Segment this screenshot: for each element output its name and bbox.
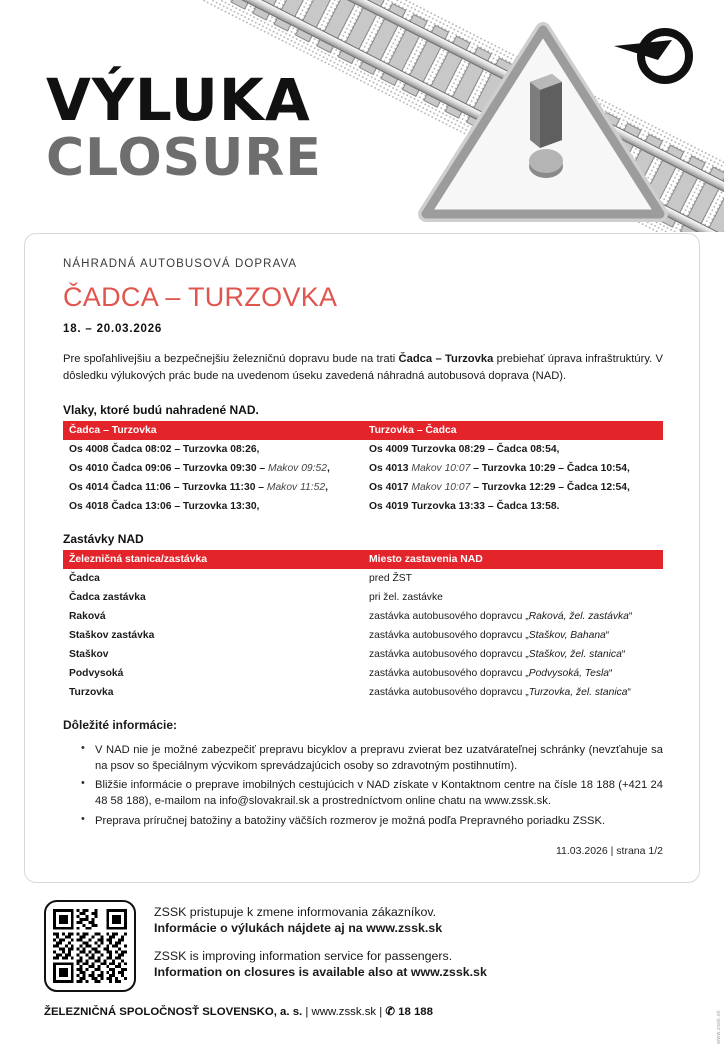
list-item: • Bližšie informácie o preprave imobilných cestujúcich v NAD získate v Kontaktnom centre na čísle 18 188 (+421 24 48 58 188), e-mailom na info@slovakrail.sk a prostredníctvom online chatu na www.zssk.sk. bbox=[81, 777, 663, 809]
stop-location-pre: zastávka autobusového dopravcu „ bbox=[369, 648, 529, 660]
side-note: www.zssk.sk bbox=[716, 1010, 722, 1044]
stop-location-quoted: Raková, žel. zastávka bbox=[528, 610, 629, 622]
stop-location bbox=[363, 683, 663, 702]
stop-location bbox=[363, 588, 663, 607]
hero-title-en: CLOSURE bbox=[46, 127, 322, 188]
trains-section-heading: Vlaky, ktoré budú nahradené NAD. bbox=[63, 402, 259, 417]
train-main-left: Os 4010 Čadca 09:06 – Turzovka 09:30 – bbox=[69, 462, 268, 474]
legal-website[interactable]: www.zssk.sk bbox=[311, 1006, 377, 1018]
train-main-left: Os 4008 Čadca 08:02 – Turzovka 08:26, bbox=[69, 443, 260, 455]
legal-phone: 18 188 bbox=[398, 1006, 433, 1018]
legal-sep-2: | bbox=[376, 1006, 386, 1018]
qr-code[interactable] bbox=[44, 900, 136, 992]
train-cell-left bbox=[63, 440, 363, 459]
stop-location-pre: zastávka autobusového dopravcu „ bbox=[369, 629, 529, 641]
stop-location bbox=[363, 664, 663, 683]
table-row bbox=[63, 440, 663, 459]
stop-station-name: Raková bbox=[69, 610, 106, 622]
stops-table-header-row bbox=[63, 550, 663, 569]
important-info-list bbox=[63, 742, 663, 829]
hero-title bbox=[46, 66, 322, 188]
train-reg-right: Makov 10:07 bbox=[411, 462, 471, 474]
date-range: 18. – 20.03.2026 bbox=[63, 323, 163, 335]
stop-location-pre: pred ŽST bbox=[369, 572, 412, 584]
stop-station-name: Staškov zastávka bbox=[69, 629, 155, 641]
stops-section-heading: Zastávky NAD bbox=[63, 531, 144, 546]
important-info-heading: Dôležité informácie: bbox=[63, 717, 178, 732]
train-tail-left: , bbox=[325, 481, 328, 493]
stop-station-name: Čadca bbox=[69, 572, 100, 584]
promo-text-block bbox=[154, 900, 487, 981]
trains-table-header-row bbox=[63, 421, 663, 440]
stop-location-quoted: Podvysoká, Tesla bbox=[528, 667, 610, 679]
stop-location-post: “ bbox=[621, 648, 626, 660]
train-reg-left: Makov 09:52 bbox=[268, 462, 327, 474]
stop-location-post: “ bbox=[628, 610, 633, 622]
table-row bbox=[63, 645, 663, 664]
bus-stops-table bbox=[63, 550, 663, 702]
stop-station-name: Podvysoká bbox=[69, 667, 124, 679]
intro-after: prebiehať úprava infraštruktúry. V dôsledku výlukových prác bude na uvedenom úseku zavedená náhradná autobusová doprava (NAD). bbox=[63, 353, 663, 382]
train-cell-left bbox=[63, 478, 363, 497]
table-row bbox=[63, 607, 663, 626]
stop-location-post: “ bbox=[627, 686, 631, 698]
stop-location-post: “ bbox=[605, 629, 610, 641]
train-main-right: Os 4009 Turzovka 08:29 – Čadca 08:54, bbox=[369, 443, 560, 455]
stop-location-pre: zastávka autobusového dopravcu „ bbox=[369, 610, 529, 622]
stop-station-name: Staškov bbox=[69, 648, 109, 660]
trains-header-direction-2: Turzovka – Čadca bbox=[363, 421, 663, 440]
train-main-left: Os 4014 Čadca 11:06 – Turzovka 11:30 – bbox=[69, 481, 267, 493]
table-row bbox=[63, 626, 663, 645]
train-cell-right bbox=[363, 497, 663, 516]
stops-table-body bbox=[63, 550, 663, 702]
train-cell-left bbox=[63, 459, 363, 478]
train-main-right: Os 4019 Turzovka 13:33 – Čadca 13:58. bbox=[369, 500, 560, 512]
stop-location-quoted: Staškov, Bahana bbox=[528, 629, 606, 641]
stop-location bbox=[363, 569, 663, 588]
legal-footer bbox=[44, 1004, 433, 1018]
promo-sk-line-2: Informácie o výlukách nájdete aj na www.zssk.sk bbox=[154, 921, 443, 936]
stop-location-pre: zastávka autobusového dopravcu „ bbox=[369, 686, 529, 698]
stop-station-name: Čadca zastávka bbox=[69, 591, 146, 603]
train-cell-right bbox=[363, 459, 663, 478]
stop-location bbox=[363, 645, 663, 664]
promo-en-line-2: Information on closures is available also at www.zssk.sk bbox=[154, 965, 487, 980]
replaced-trains-table bbox=[63, 421, 663, 516]
train-cell-right bbox=[363, 440, 663, 459]
page-meta: 11.03.2026 | strana 1/2 bbox=[555, 844, 663, 857]
stops-header-location: Miesto zastavenia NAD bbox=[363, 550, 663, 569]
table-row bbox=[63, 588, 663, 607]
stop-location bbox=[363, 607, 663, 626]
hero-banner bbox=[0, 0, 724, 232]
phone-icon: ✆ bbox=[385, 1006, 399, 1018]
table-row bbox=[63, 497, 663, 516]
stop-location-quoted: Staškov, žel. stanica bbox=[528, 648, 622, 660]
stop-station-name: Turzovka bbox=[69, 686, 114, 698]
train-cell-right bbox=[363, 478, 663, 497]
stop-location-quoted: Turzovka, žel. stanica bbox=[528, 686, 628, 698]
train-main-right: Os 4017 bbox=[369, 481, 412, 493]
trains-table-body bbox=[63, 421, 663, 516]
train-main-right: Os 4013 bbox=[369, 462, 412, 474]
promo-sk-line-1: ZSSK pristupuje k zmene informovania zákazníkov. bbox=[154, 905, 437, 919]
stop-location-pre: pri žel. zastávke bbox=[369, 591, 443, 603]
promo-en-line-1: ZSSK is improving information service for passengers. bbox=[154, 948, 453, 963]
list-item: • V NAD nie je možné zabezpečiť prepravu bicyklov a prepravu zvierat bez uzatvárateľnej schránky (nevzťahuje sa na psov so špeciálnym výcvikom sprevádzajúcich osoby so zdravotným postihnutím). bbox=[81, 742, 663, 774]
intro-route-bold: Čadca – Turzovka bbox=[398, 353, 494, 365]
train-tail-right: – Turzovka 12:29 – Čadca 12:54, bbox=[470, 481, 630, 493]
stop-location-pre: zastávka autobusového dopravcu „ bbox=[369, 667, 529, 679]
list-item: • Preprava príručnej batožiny a batožiny väčších rozmerov je možná podľa Prepravného poriadku ZSSK. bbox=[81, 813, 663, 829]
trains-header-direction-1: Čadca – Turzovka bbox=[63, 421, 363, 440]
table-row bbox=[63, 664, 663, 683]
stop-location-post: “ bbox=[609, 667, 613, 679]
legal-sep-1: | bbox=[302, 1006, 312, 1018]
legal-company: ŽELEZNIČNÁ SPOLOČNOSŤ SLOVENSKO, a. s. bbox=[44, 1006, 303, 1018]
closure-info-card bbox=[24, 233, 700, 883]
table-row bbox=[63, 569, 663, 588]
footer-promo bbox=[44, 900, 684, 992]
train-reg-left: Makov 11:52 bbox=[266, 481, 326, 493]
train-main-left: Os 4018 Čadca 13:06 – Turzovka 13:30, bbox=[69, 500, 260, 512]
train-reg-right: Makov 10:07 bbox=[411, 481, 471, 493]
promo-spacer bbox=[154, 937, 487, 948]
train-cell-left bbox=[63, 497, 363, 516]
stop-location bbox=[363, 626, 663, 645]
stops-header-station: Železničná stanica/zastávka bbox=[63, 550, 363, 569]
intro-paragraph bbox=[63, 351, 663, 385]
kicker-label: NÁHRADNÁ AUTOBUSOVÁ DOPRAVA bbox=[63, 258, 298, 270]
qr-code-image bbox=[53, 909, 127, 983]
hero-title-sk: VÝLUKA bbox=[46, 66, 311, 134]
table-row bbox=[63, 478, 663, 497]
zssk-logo-icon bbox=[610, 16, 702, 88]
train-tail-left: , bbox=[326, 462, 330, 474]
train-tail-right: – Turzovka 10:29 – Čadca 10:54, bbox=[470, 462, 630, 474]
intro-before: Pre spoľahlivejšiu a bezpečnejšiu železničnú dopravu bude na trati bbox=[63, 353, 399, 365]
table-row bbox=[63, 683, 663, 702]
page-title: ČADCA – TURZOVKA bbox=[63, 282, 338, 312]
table-row bbox=[63, 459, 663, 478]
